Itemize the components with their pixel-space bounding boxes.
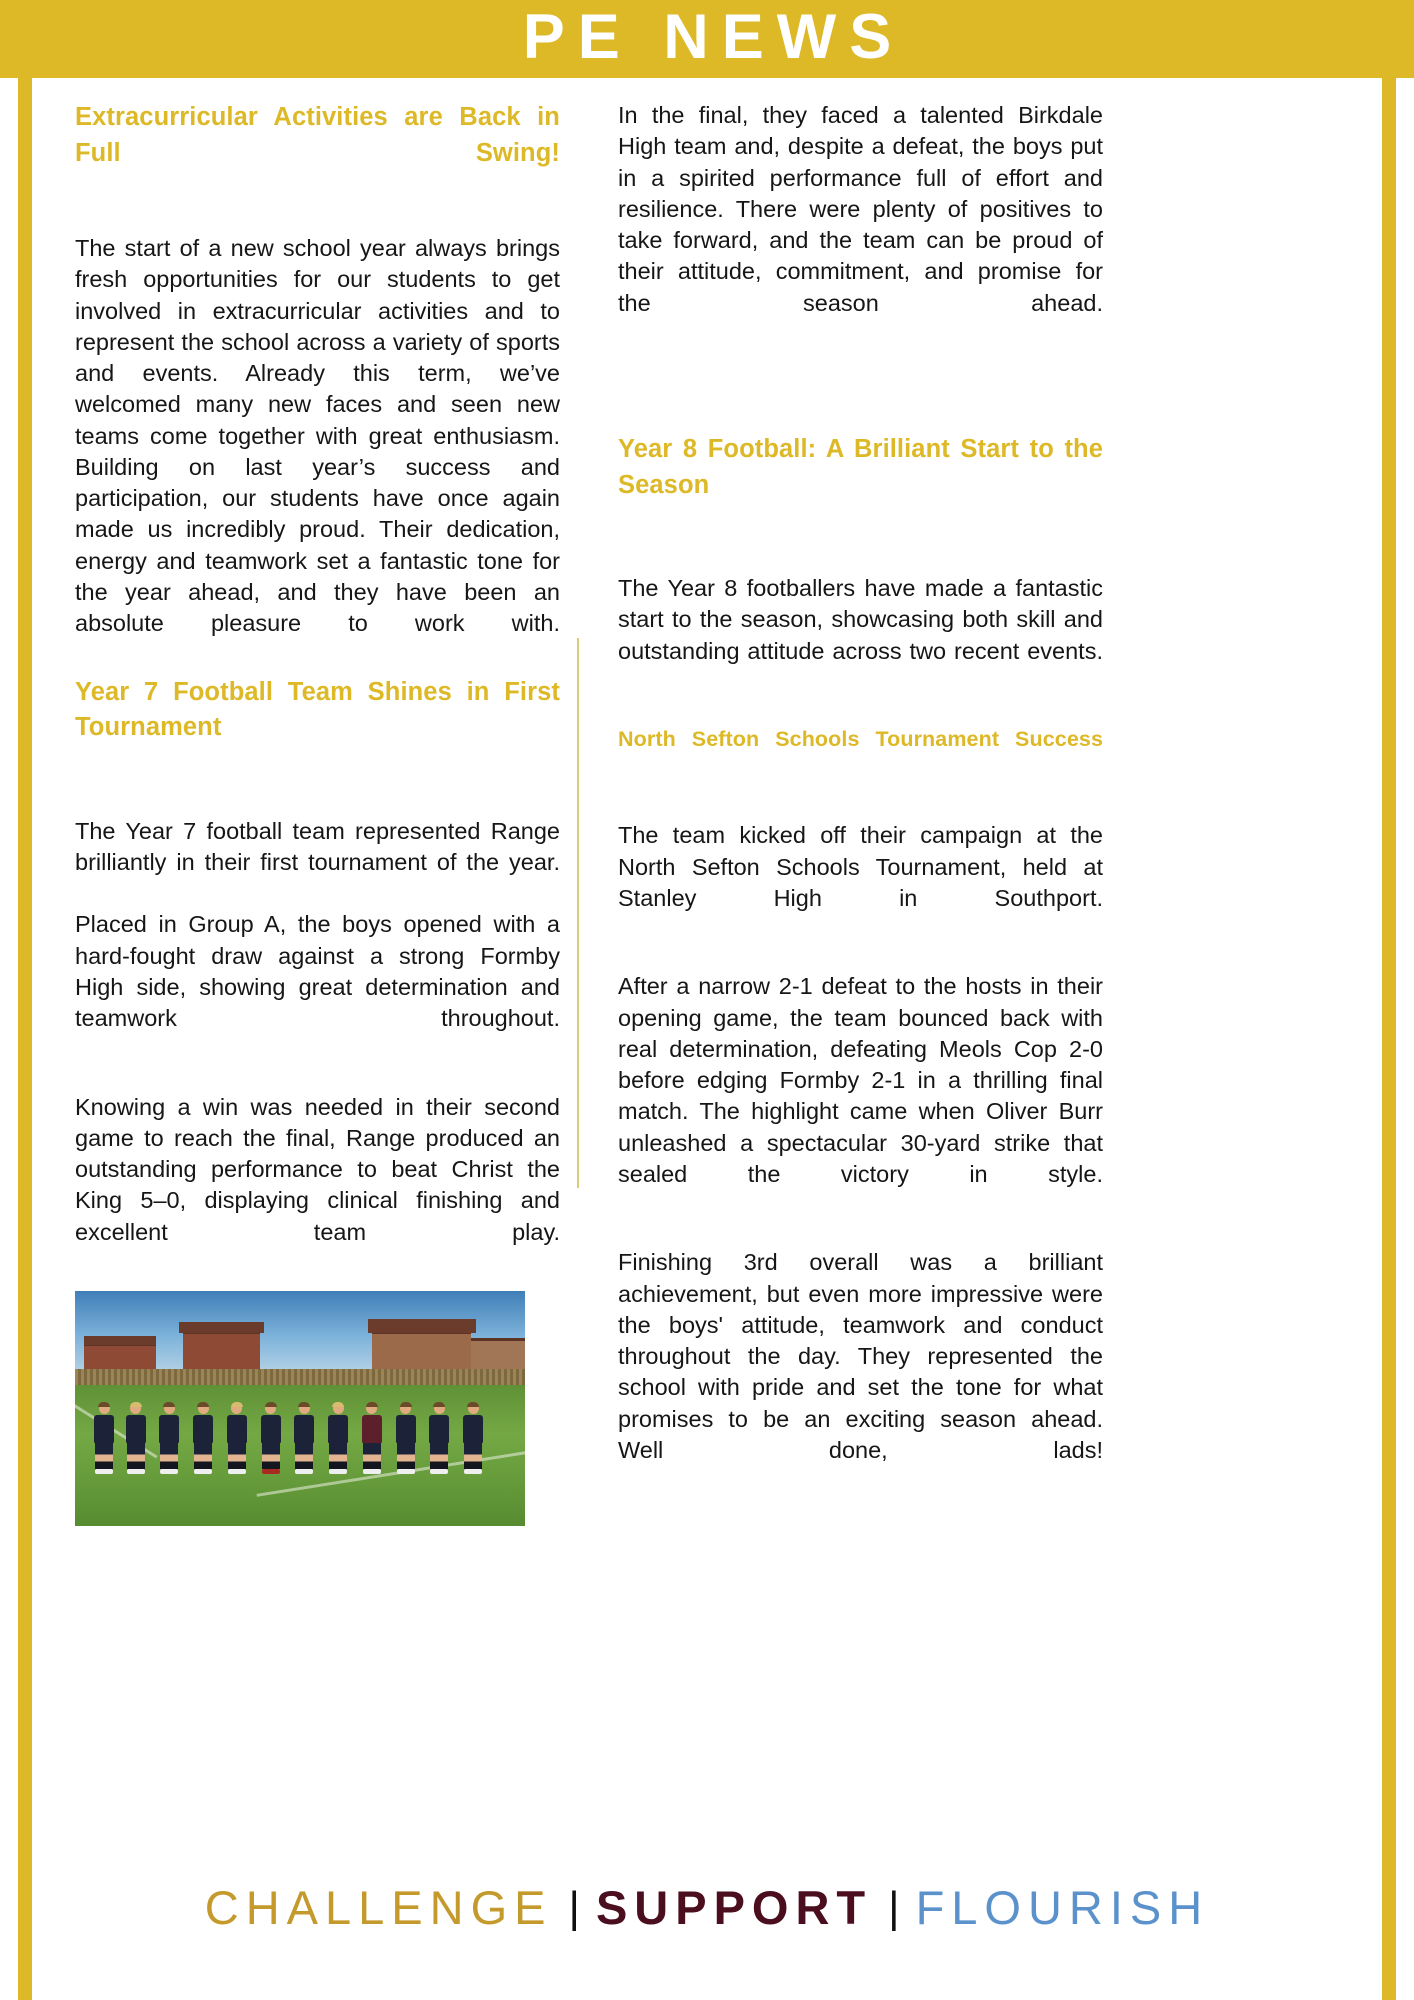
photo-roof-right — [368, 1319, 476, 1333]
photo-player — [395, 1403, 417, 1474]
footer-tagline — [0, 1880, 1414, 1935]
left-gold-border — [18, 60, 32, 2000]
paragraph-north-sefton-results: After a narrow 2-1 defeat to the hosts in their opening game, the team bounced back with real determination, defeating Meols Cop 2-0 before edging Formby 2-1 in a thrilling final match. The highlight came when Oliver Burr unleashed a spectacular 30-yard strike that sealed the victory in style. — [618, 973, 1103, 1187]
paragraph-extracurricular-intro: The start of a new school year always brings fresh opportunities for our students to get involved in extracurricular activities and to represent the school across a variety of sports and events. Already this term, we’ve welcomed many new faces and seen new teams come together with great enthusiasm. Building on last year’s success and participation, our students have once again made us incredibly proud. Their dedication, energy and teamwork set a fantastic tone for the year ahead, and they have been an absolute pleasure to work with. — [75, 235, 560, 637]
photo-player — [226, 1403, 248, 1474]
photo-player — [327, 1403, 349, 1474]
photo-player — [462, 1403, 484, 1474]
photo-player — [125, 1403, 147, 1474]
photo-roof-mid — [179, 1322, 265, 1334]
footer-word-challenge: CHALLENGE — [204, 1881, 553, 1934]
subheading-north-sefton: North Sefton Schools Tournament Success — [618, 727, 1103, 752]
heading-extracurricular: Extracurricular Activities are Back in Full Swing! — [75, 103, 560, 167]
right-gold-border — [1382, 60, 1396, 2000]
page-title: PE NEWS — [522, 2, 905, 72]
photo-player — [428, 1403, 450, 1474]
content-area — [32, 78, 1382, 1463]
photo-player-goalkeeper — [361, 1403, 383, 1474]
photo-hedge — [75, 1369, 525, 1385]
paragraph-year7-represented: The Year 7 football team represented Range brilliantly in their first tournament of the year. — [75, 817, 560, 875]
paragraph-year7-groupa: Placed in Group A, the boys opened with a hard-fought draw against a strong Formby High side, showing great determination and teamwork throughout. — [75, 911, 560, 1032]
header-bar — [0, 0, 1414, 78]
photo-roof-left — [84, 1336, 156, 1345]
paragraph-year8-intro: The Year 8 footballers have made a fantastic start to the season, showcasing both skill and outstanding attitude across two recent events. — [618, 575, 1103, 664]
photo-house-mid — [183, 1331, 260, 1373]
footer-separator: | — [568, 1882, 580, 1932]
photo-player — [260, 1403, 282, 1474]
photo-house-right — [372, 1331, 471, 1373]
photo-player — [158, 1403, 180, 1474]
year7-team-photo — [75, 1291, 525, 1526]
heading-year7-football: Year 7 Football Team Shines in First Tournament — [75, 677, 560, 742]
footer-word-support: SUPPORT — [595, 1881, 873, 1934]
right-column — [618, 78, 1103, 1463]
paragraph-north-sefton-finish: Finishing 3rd overall was a brilliant achievement, but even more impressive were the boys' attitude, teamwork and conduct throughout the day. They represented the school with pride and set the tone for what promises to be an exciting season ahead. Well done, lads! — [618, 1249, 1103, 1463]
left-column — [75, 78, 560, 1458]
heading-year8-football: Year 8 Football: A Brilliant Start to the Season — [618, 435, 1103, 499]
paragraph-north-sefton-kickoff: The team kicked off their campaign at the North Sefton Schools Tournament, held at Stanley High in Southport. — [618, 822, 1103, 911]
column-divider — [577, 638, 579, 1188]
photo-player — [293, 1403, 315, 1474]
photo-player — [93, 1403, 115, 1474]
footer-word-flourish: FLOURISH — [915, 1881, 1210, 1934]
footer-separator: | — [888, 1882, 900, 1932]
paragraph-year7-win: Knowing a win was needed in their second game to reach the final, Range produced an outstanding performance to beat Christ the King 5–0, displaying clinical finishing and excellent team play. — [75, 1093, 560, 1245]
paragraph-final-birkdale: In the final, they faced a talented Birkdale High team and, despite a defeat, the boys put in a spirited performance full of effort and resilience. There were plenty of positives to take forward, and the team can be proud of their attitude, commitment, and promise for the season ahead. — [618, 102, 1103, 316]
photo-player — [192, 1403, 214, 1474]
